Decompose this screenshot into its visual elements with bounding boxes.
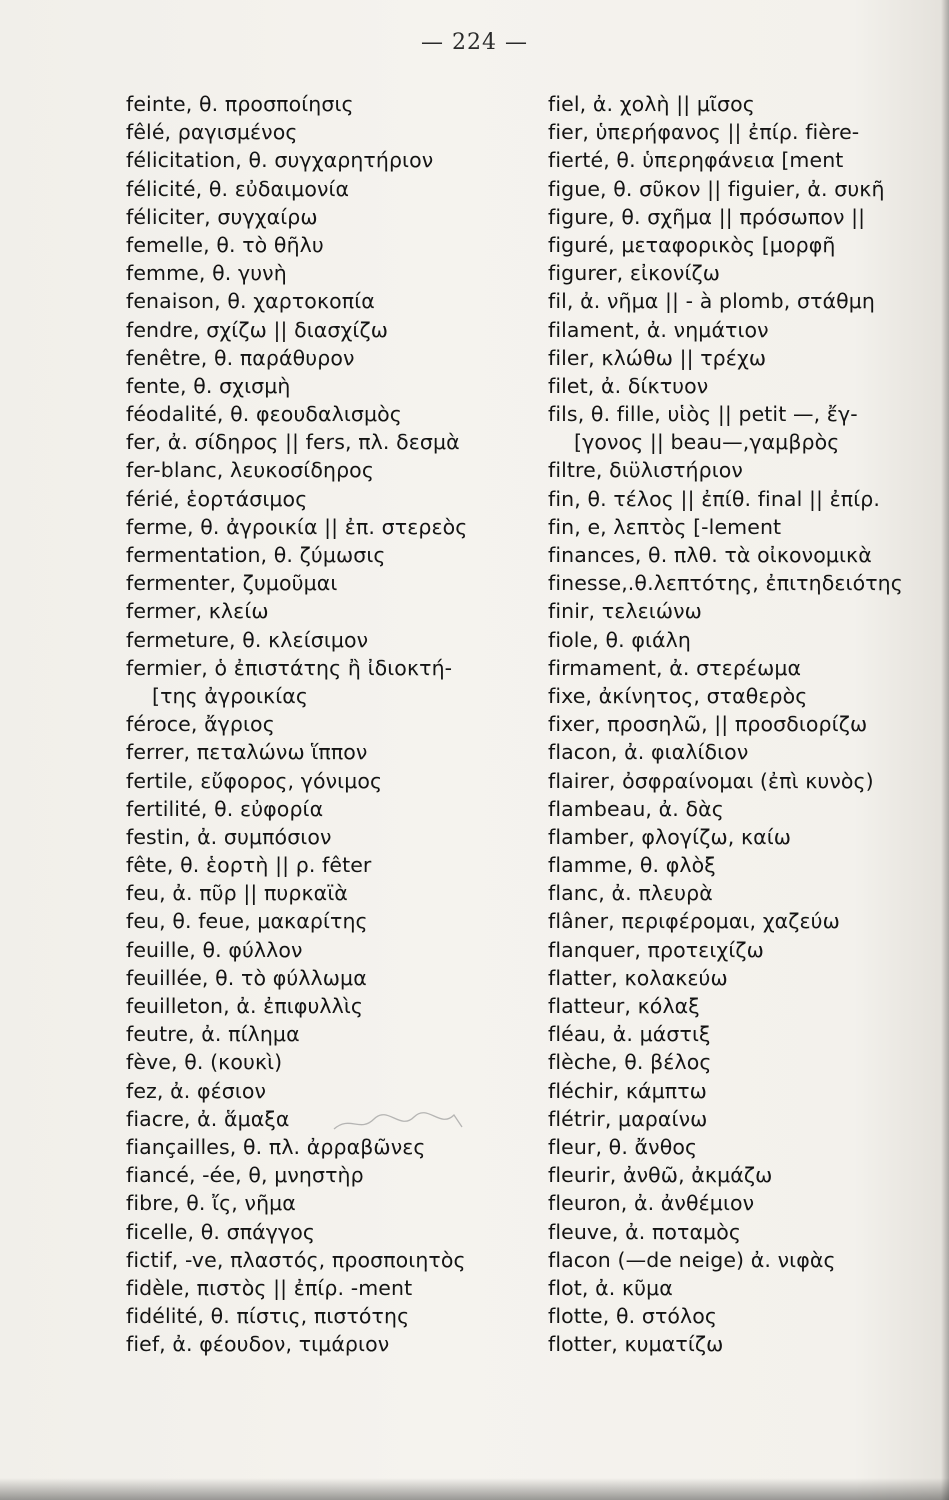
dictionary-entry: flatteur, κόλαξ [548, 994, 700, 1018]
dictionary-entry: finances, θ. πλθ. τὰ οἰκονομικὰ [548, 543, 872, 567]
dictionary-entry: flatter, κολακεύω [548, 965, 728, 990]
dictionary-entry: filer, κλώθω || τρέχω [548, 345, 767, 370]
dictionary-entry: ficelle, θ. σπάγγος [126, 1219, 315, 1244]
dictionary-entry: finesse,.θ.λεπτότης, ἐπιτηδειότης [548, 571, 903, 596]
dictionary-entry: fez, ἀ. φέσιον [126, 1078, 267, 1103]
dictionary-entry: femme, θ. γυνὴ [126, 261, 287, 286]
dictionary-entry: feutre, ἀ. πίλημα [126, 1022, 300, 1047]
dictionary-entry: figurer, εἰκονίζω [548, 261, 721, 286]
dictionary-entry: finir, τελειώνω [548, 599, 702, 624]
dictionary-entry: feuille, θ. φύλλον [126, 937, 303, 962]
dictionary-entry: fierté, θ. ὑπερηφάνεια [ment [548, 148, 844, 173]
dictionary-entry: fier, ὑπερήφανος || ἐπίρ. fière- [548, 120, 860, 145]
dictionary-entry: ferrer, πεταλώνω ἵππον [126, 740, 368, 765]
dictionary-entry: feinte, θ. προσποίησις [126, 92, 354, 116]
dictionary-entry: fenaison, θ. χαρτοκοπία [126, 289, 375, 314]
dictionary-entry: flotte, θ. στόλος [548, 1304, 718, 1329]
dictionary-entry: flâner, περιφέρομαι, χαζεύω [548, 909, 840, 934]
dictionary-entry: fleuve, ἀ. ποταμὸς [548, 1219, 741, 1244]
dictionary-entry: fibre, θ. ἴς, νῆμα [126, 1191, 296, 1216]
dictionary-entry: fermentation, θ. ζύμωσις [126, 543, 386, 567]
dictionary-entry: fer, ἀ. σίδηρος || fers, πλ. δεσμὰ [126, 430, 460, 455]
dictionary-entry: flacon (—de neige) ἀ. νιφὰς [548, 1247, 836, 1272]
dictionary-entry: firmament, ἀ. στερέωμα [548, 655, 802, 680]
dictionary-entry: feuilleton, ἀ. ἐπιφυλλὶς [126, 994, 364, 1018]
dictionary-entry: flamber, φλογίζω, καίω [548, 824, 792, 849]
dictionary-entry: fléchir, κάμπτω [548, 1078, 707, 1103]
dictionary-entry: fiançailles, θ. πλ. ἀρραβῶνες [126, 1134, 426, 1159]
dictionary-entry: fixer, προσηλῶ, || προσδιορίζω [548, 712, 868, 737]
dictionary-entry: félicité, θ. εὐδαιμονία [126, 176, 350, 201]
dictionary-entry: fiancé, -ée, θ, μνηστὴρ [126, 1163, 364, 1188]
dictionary-entry: fertilité, θ. εὐφορία [126, 796, 324, 821]
dictionary-entry: fleur, θ. ἄνθος [548, 1134, 698, 1159]
dictionary-entry: fiole, θ. φιάλη [548, 627, 691, 652]
dictionary-entry: félicitation, θ. συγχαρητήριον [126, 148, 434, 173]
dictionary-entry: fief, ἀ. φέουδον, τιμάριον [126, 1332, 390, 1357]
dictionary-entry: fermenter, ζυμοῦμαι [126, 571, 338, 596]
pencil-scribble-icon [330, 1107, 470, 1137]
dictionary-entry: flamme, θ. φλὸξ [548, 853, 716, 878]
dictionary-entry: fête, θ. ἑορτὴ || ρ. fêter [126, 853, 372, 878]
dictionary-entry: feu, ἀ. πῦρ || πυρκαϊὰ [126, 881, 348, 906]
dictionary-entry: fève, θ. (κουκὶ) [126, 1050, 283, 1075]
dictionary-entry: flétrir, μαραίνω [548, 1106, 708, 1131]
dictionary-entry: fente, θ. σχισμὴ [126, 373, 291, 398]
dictionary-entry: fenêtre, θ. παράθυρον [126, 345, 355, 370]
dictionary-entry: fermeture, θ. κλείσιμον [126, 627, 369, 652]
dictionary-entry-continuation: [της ἀγροικίας [152, 683, 308, 708]
dictionary-entry: feu, θ. feue, μακαρίτης [126, 909, 368, 934]
dictionary-entry: flèche, θ. βέλος [548, 1050, 712, 1075]
dictionary-entry: féroce, ἄγριος [126, 712, 275, 737]
dictionary-entry: filtre, διϋλιστήριον [548, 458, 743, 483]
dictionary-entry: ferme, θ. ἀγροικία || ἐπ. στερεὸς [126, 514, 468, 539]
dictionary-entry: flanc, ἀ. πλευρὰ [548, 881, 713, 906]
dictionary-entry: fêlé, ραγισμένος [126, 120, 298, 145]
dictionary-entry: fléau, ἀ. μάστιξ [548, 1022, 711, 1047]
left-column [126, 90, 536, 1358]
dictionary-entry: flairer, ὀσφραίνομαι (ἐπὶ κυνὸς) [548, 768, 874, 793]
dictionary-entry: fertile, εὔφορος, γόνιμος [126, 768, 383, 793]
dictionary-entry: figue, θ. σῦκον || figuier, ἀ. συκῆ [548, 176, 885, 201]
dictionary-entry: festin, ἀ. συμπόσιον [126, 824, 332, 849]
page-bottom-shadow [0, 1478, 949, 1500]
dictionary-entry: fidélité, θ. πίστις, πιστότης [126, 1304, 410, 1329]
dictionary-entry: feuillée, θ. τὸ φύλλωμα [126, 965, 367, 990]
dictionary-entry: fermer, κλείω [126, 599, 269, 624]
dictionary-entry: fils, θ. fille, υἱὸς || petit —, ἔγ- [548, 402, 858, 427]
dictionary-entry: férié, ἑορτάσιμος [126, 486, 308, 511]
dictionary-entry: fiacre, ἀ. ἅμαξα [126, 1106, 290, 1131]
dictionary-entry: flambeau, ἀ. δὰς [548, 796, 724, 821]
dictionary-entry: figuré, μεταφορικὸς [μορφῆ [548, 232, 836, 257]
dictionary-entry: féliciter, συγχαίρω [126, 204, 318, 229]
dictionary-entry: fendre, σχίζω || διασχίζω [126, 317, 388, 342]
dictionary-entry: flotter, κυματίζω [548, 1332, 724, 1357]
dictionary-entry: féodalité, θ. φεουδαλισμὸς [126, 402, 402, 427]
dictionary-entry: fin, θ. τέλος || ἐπίθ. final || ἐπίρ. [548, 486, 881, 511]
page-edge-shadow [941, 0, 949, 1500]
dictionary-entry: flanquer, προτειχίζω [548, 937, 764, 962]
dictionary-entry: filet, ἀ. δίκτυον [548, 373, 709, 398]
dictionary-entry: fil, ἀ. νῆμα || - à plomb, στάθμη [548, 289, 876, 314]
dictionary-entry: figure, θ. σχῆμα || πρόσωπον || [548, 204, 866, 229]
dictionary-entry: filament, ἀ. νημάτιον [548, 317, 769, 342]
page-number: — 224 — [421, 30, 528, 55]
dictionary-entry: femelle, θ. τὸ θῆλυ [126, 232, 324, 257]
dictionary-entry: fidèle, πιστὸς || ἐπίρ. -ment [126, 1275, 413, 1300]
dictionary-entry: fer-blanc, λευκοσίδηρος [126, 458, 374, 483]
dictionary-entry: flacon, ἀ. φιαλίδιον [548, 740, 749, 765]
dictionary-entry-continuation: [γονος || beau—,γαμβρὸς [574, 430, 840, 455]
right-column [548, 90, 946, 1358]
dictionary-entry: fleuron, ἀ. ἀνθέμιον [548, 1191, 755, 1216]
dictionary-entry: fixe, ἀκίνητος, σταθερὸς [548, 683, 808, 708]
dictionary-entry: flot, ἀ. κῦμα [548, 1275, 673, 1300]
dictionary-entry: fiel, ἀ. χολὴ || μῖσος [548, 92, 755, 116]
dictionary-entry: fin, e, λεπτὸς [-lement [548, 514, 782, 539]
dictionary-entry: fictif, -ve, πλαστός, προσποιητὸς [126, 1247, 466, 1272]
dictionary-entry: fleurir, ἀνθῶ, ἀκμάζω [548, 1163, 773, 1188]
dictionary-entry: fermier, ὁ ἐπιστάτης ἢ ἰδιοκτή- [126, 655, 453, 680]
